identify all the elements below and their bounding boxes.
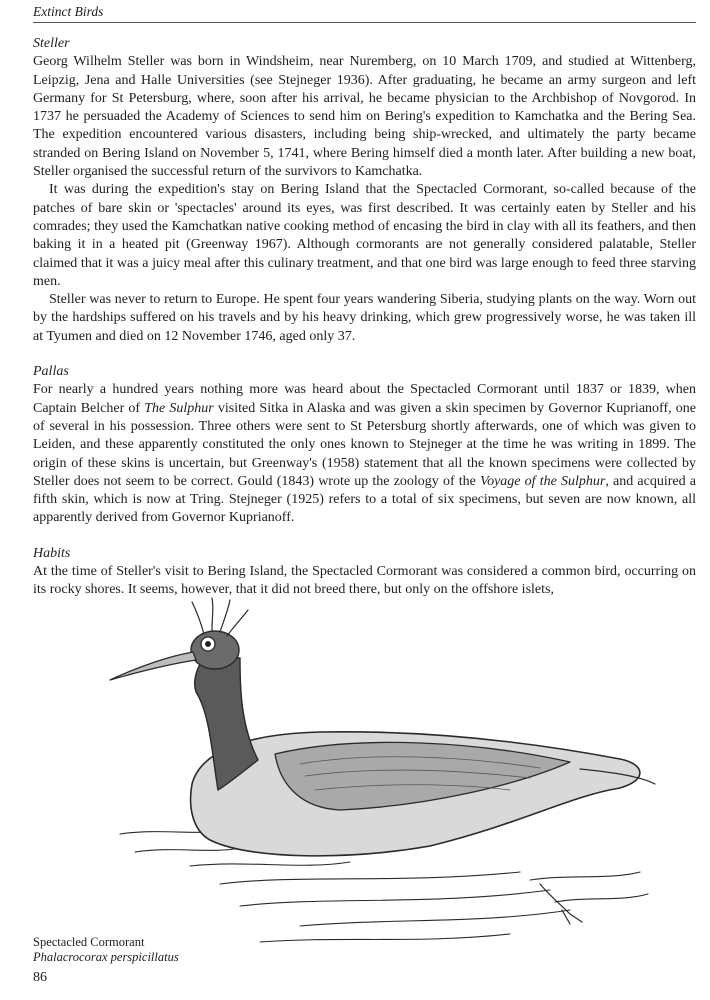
- pallas-text-part: For nearly a hundred years nothing more was heard about the Spectacled Cormorant until 1837 or 1839, when Captain Belcher of: [33, 382, 696, 416]
- pallas-text-part: , and acquired a fifth skin, which is now at Tring. Stejneger (1925) refers to a total of six specimens, but seven are now known, all apparently derived from Governor Kuprianoff.: [33, 473, 696, 526]
- section-heading-steller: Steller: [33, 36, 70, 51]
- paragraph-steller-3: Steller was never to return to Europe. He spent four years wandering Siberia, studying plants on the way. Worn out by the hardships suffered on his travels and by his heavy drinking, which grew progressively worse, he was taken ill at Tyumen and died on 12 November 1746, aged only 37.: [33, 292, 696, 344]
- section-pallas: [33, 363, 696, 528]
- bird-crest: [192, 598, 248, 636]
- pallas-text-part: visited Sitka in Alaska and was given a skin specimen by Governor Kuprianoff, one of several in his possession. Three others were sent to St Petersburg shortly afterwards, one of which was given to Leiden, and these apparently constituted the only ones known to Stejneger at the time he was writing in 1899. The origin of these skins is uncertain, but Greenway's (1958) statement that all the known specimens were collected by Steller does not seem to be correct. Gould (1843) wrote up the zoology of the: [33, 400, 696, 489]
- running-head: Extinct Birds: [33, 4, 696, 23]
- ship-name: The Sulphur: [144, 400, 214, 416]
- paragraph-steller-1: Georg Wilhelm Steller was born in Windsheim, near Nuremberg, on 10 March 1709, and studied at Wittenberg, Leipzig, Jena and Halle Universities (see Stejneger 1936). After graduating, he became an army surgeon and left Germany for St Petersburg, where, soon after his arrival, he became physician to the Archbishop of Novgorod. In 1737 he persuaded the Academy of Sciences to send him on Bering's expedition to Kamchatka and the Bering Sea. The expedition encountered various disasters, including being ship-wrecked, and ultimately the party became stranded on Bering Island on November 5, 1741, where Bering himself died a month later. After building a new boat, Steller organised the successful return of the survivors to Kamchatka.: [33, 54, 696, 180]
- paragraph-steller-2: It was during the expedition's stay on Bering Island that the Spectacled Cormorant, so-called because of the patches of bare skin or 'spectacles' around its eyes, was first described. It was certainly eaten by Steller and his comrades; they used the Kamchatkan native cooking method of encasing the bird in clay with all its feathers, and then baking it in a heated pit (Greenway 1967). Although cormorants are not generally considered palatable, Steller claimed that it was a juicy meal after this culinary treatment, and that one bird was large enough to feed three starving men.: [33, 182, 696, 289]
- caption-common-name: Spectacled Cormorant: [33, 935, 145, 949]
- book-title: Voyage of the Sulphur: [480, 473, 606, 489]
- caption-scientific-name: Phalacrocorax perspicillatus: [33, 950, 179, 964]
- cormorant-illustration: [100, 584, 660, 954]
- section-heading-pallas: Pallas: [33, 364, 69, 380]
- bird-head: [191, 631, 239, 669]
- page-number: 86: [33, 970, 47, 985]
- figure-caption: [33, 935, 179, 965]
- section-steller: [33, 35, 696, 346]
- paragraph-pallas: [33, 381, 696, 527]
- body-text: [33, 35, 696, 617]
- bird-eye: [206, 642, 211, 647]
- section-heading-habits: Habits: [33, 545, 71, 561]
- paragraph-habits: At the time of Steller's visit to Bering Island, the Spectacled Cormorant was considered a common bird, occurring on its rocky shores. It seems, however, that it did not breed there, but only on the offshore islets,: [33, 564, 696, 598]
- bird-bill: [110, 652, 196, 680]
